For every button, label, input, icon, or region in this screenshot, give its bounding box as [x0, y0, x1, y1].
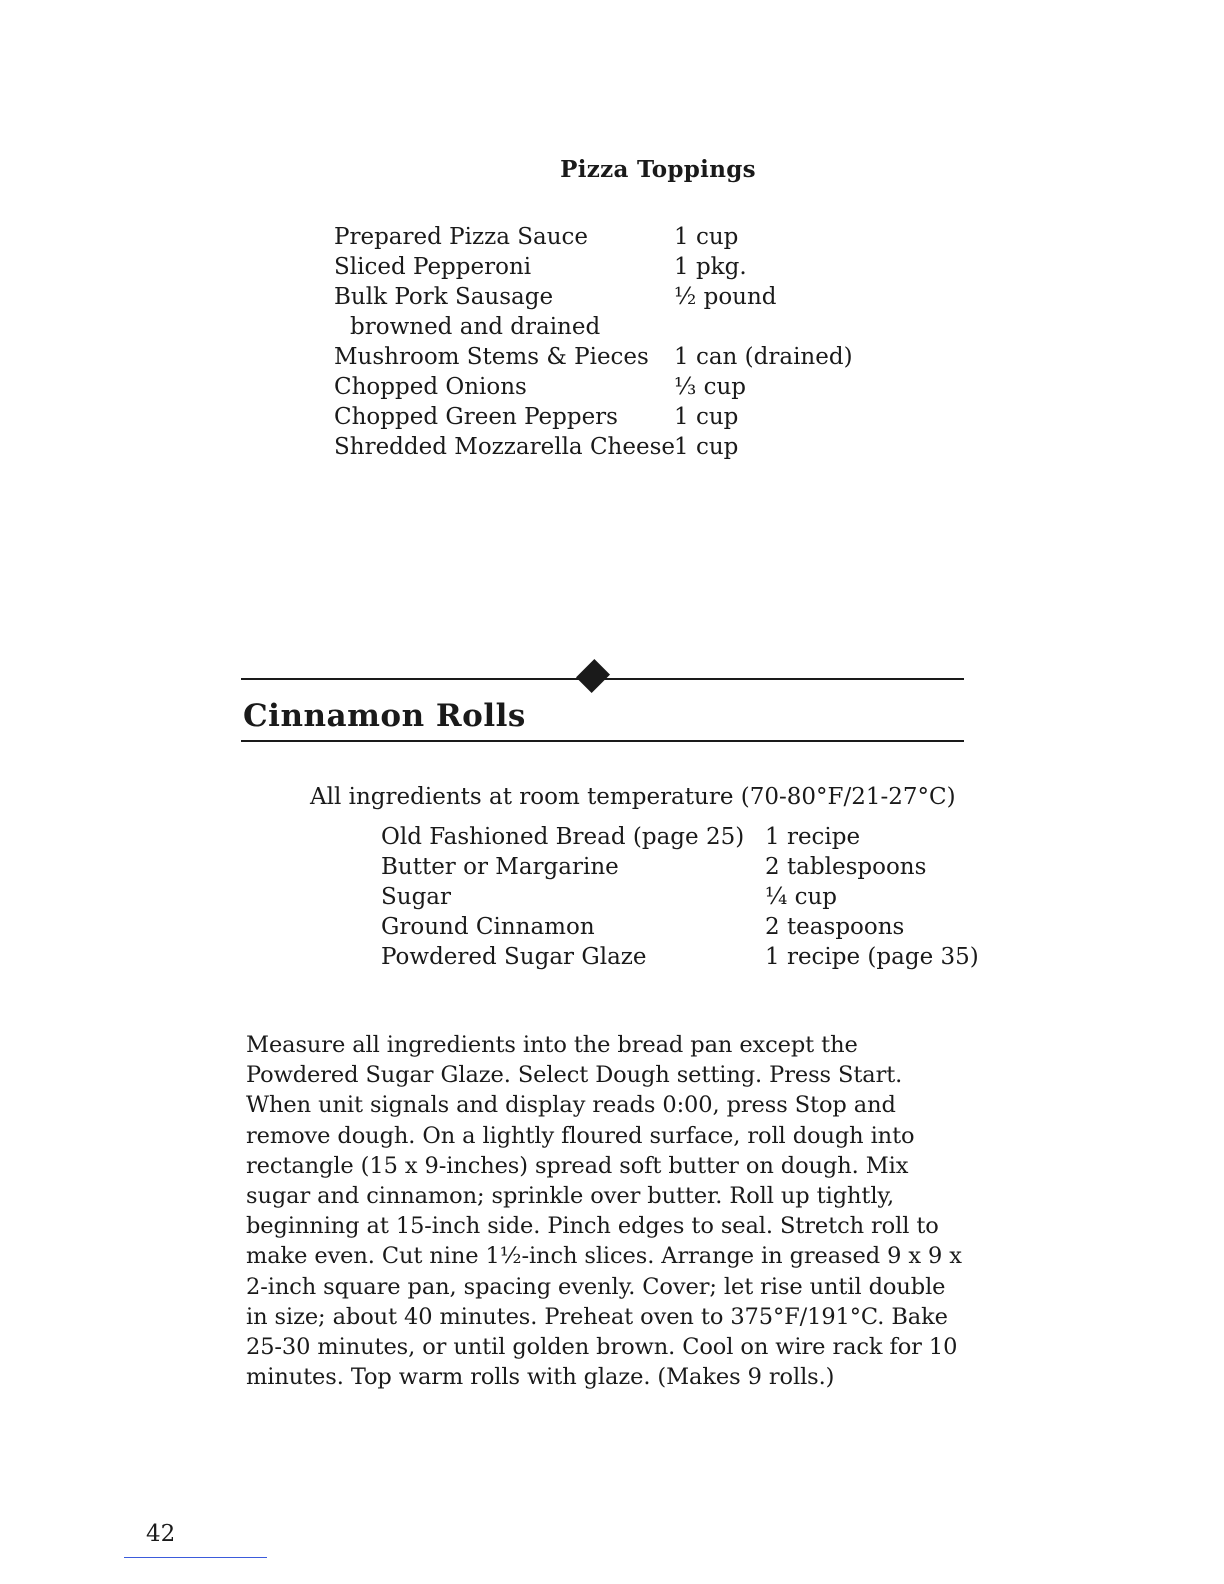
ingredient-row: [334, 342, 853, 372]
ingredient-row: [381, 852, 979, 882]
recipe-instructions: Measure all ingredients into the bread pan except the Powdered Sugar Glaze. Select Dough setting. Press Start. When unit signals and display reads 0:00, press Stop and remove dough. On a lightly floured surface, roll dough into rectangle (15 x 9-inches) spread soft butter on dough. Mix sugar and cinnamon; sprinkle over butter. Roll up tightly, beginning at 15-inch side. Pinch edges to seal. Stretch roll to make even. Cut nine 1½-inch slices. Arrange in greased 9 x 9 x 2-inch square pan, spacing evenly. Cover; let rise until double in size; about 40 minutes. Preheat oven to 375°F/191°C. Bake 25-30 minutes, or until golden brown. Cool on wire rack for 10 minutes. Top warm rolls with glaze. (Makes 9 rolls.): [246, 1032, 962, 1391]
ingredient-quantity: 1 pkg.: [674, 254, 747, 280]
ingredient-quantity: 1 recipe (page 35): [765, 944, 979, 970]
ingredient-row: [381, 942, 979, 972]
ingredient-name: Chopped Green Peppers: [334, 404, 618, 430]
ingredient-row: [381, 822, 979, 852]
ingredient-row: [334, 222, 853, 252]
ingredient-quantity: ½ pound: [674, 284, 777, 310]
ingredient-name: Old Fashioned Bread (page 25): [381, 824, 745, 850]
ingredient-name: Butter or Margarine: [381, 854, 619, 880]
ingredient-name: Shredded Mozzarella Cheese: [334, 434, 676, 460]
ingredient-quantity: 2 teaspoons: [765, 914, 905, 940]
ingredient-row: [334, 432, 853, 462]
ingredient-row: [334, 252, 853, 282]
ingredient-name: Bulk Pork Sausage: [334, 284, 554, 310]
cinnamon-rolls-title: Cinnamon Rolls: [243, 698, 526, 734]
ingredient-name: Mushroom Stems & Pieces: [334, 344, 649, 370]
ingredient-quantity: 2 tablespoons: [765, 854, 927, 880]
ingredient-row: [381, 882, 979, 912]
pizza-ingredient-list: [334, 222, 853, 462]
ingredient-quantity: 1 recipe: [765, 824, 861, 850]
ingredient-quantity: ¼ cup: [765, 884, 838, 910]
section-divider-bottom: [241, 740, 964, 742]
temperature-note: All ingredients at room temperature (70-80°F/21-27°C): [310, 784, 956, 810]
ingredient-note: browned and drained: [350, 314, 601, 340]
ingredient-row: [334, 312, 853, 342]
ingredient-quantity: 1 cup: [674, 434, 739, 460]
ingredient-name: Ground Cinnamon: [381, 914, 595, 940]
ingredient-quantity: ⅓ cup: [674, 374, 747, 400]
diamond-ornament-icon: [576, 659, 610, 693]
ingredient-quantity: 1 cup: [674, 224, 739, 250]
rolls-ingredient-list: [381, 822, 979, 972]
ingredient-quantity: 1 can (drained): [674, 344, 853, 370]
page-number: 42: [146, 1521, 176, 1542]
ingredient-row: [334, 282, 853, 312]
ingredient-name: Sliced Pepperoni: [334, 254, 532, 280]
ingredient-name: Powdered Sugar Glaze: [381, 944, 647, 970]
ingredient-row: [381, 912, 979, 942]
ingredient-name: Chopped Onions: [334, 374, 527, 400]
ingredient-row: [334, 402, 853, 432]
page-link-underline: [124, 1557, 267, 1558]
ingredient-name: Sugar: [381, 884, 451, 910]
pizza-toppings-title: Pizza Toppings: [560, 156, 756, 183]
ingredient-quantity: 1 cup: [674, 404, 739, 430]
ingredient-row: [334, 372, 853, 402]
ingredient-name: Prepared Pizza Sauce: [334, 224, 589, 250]
